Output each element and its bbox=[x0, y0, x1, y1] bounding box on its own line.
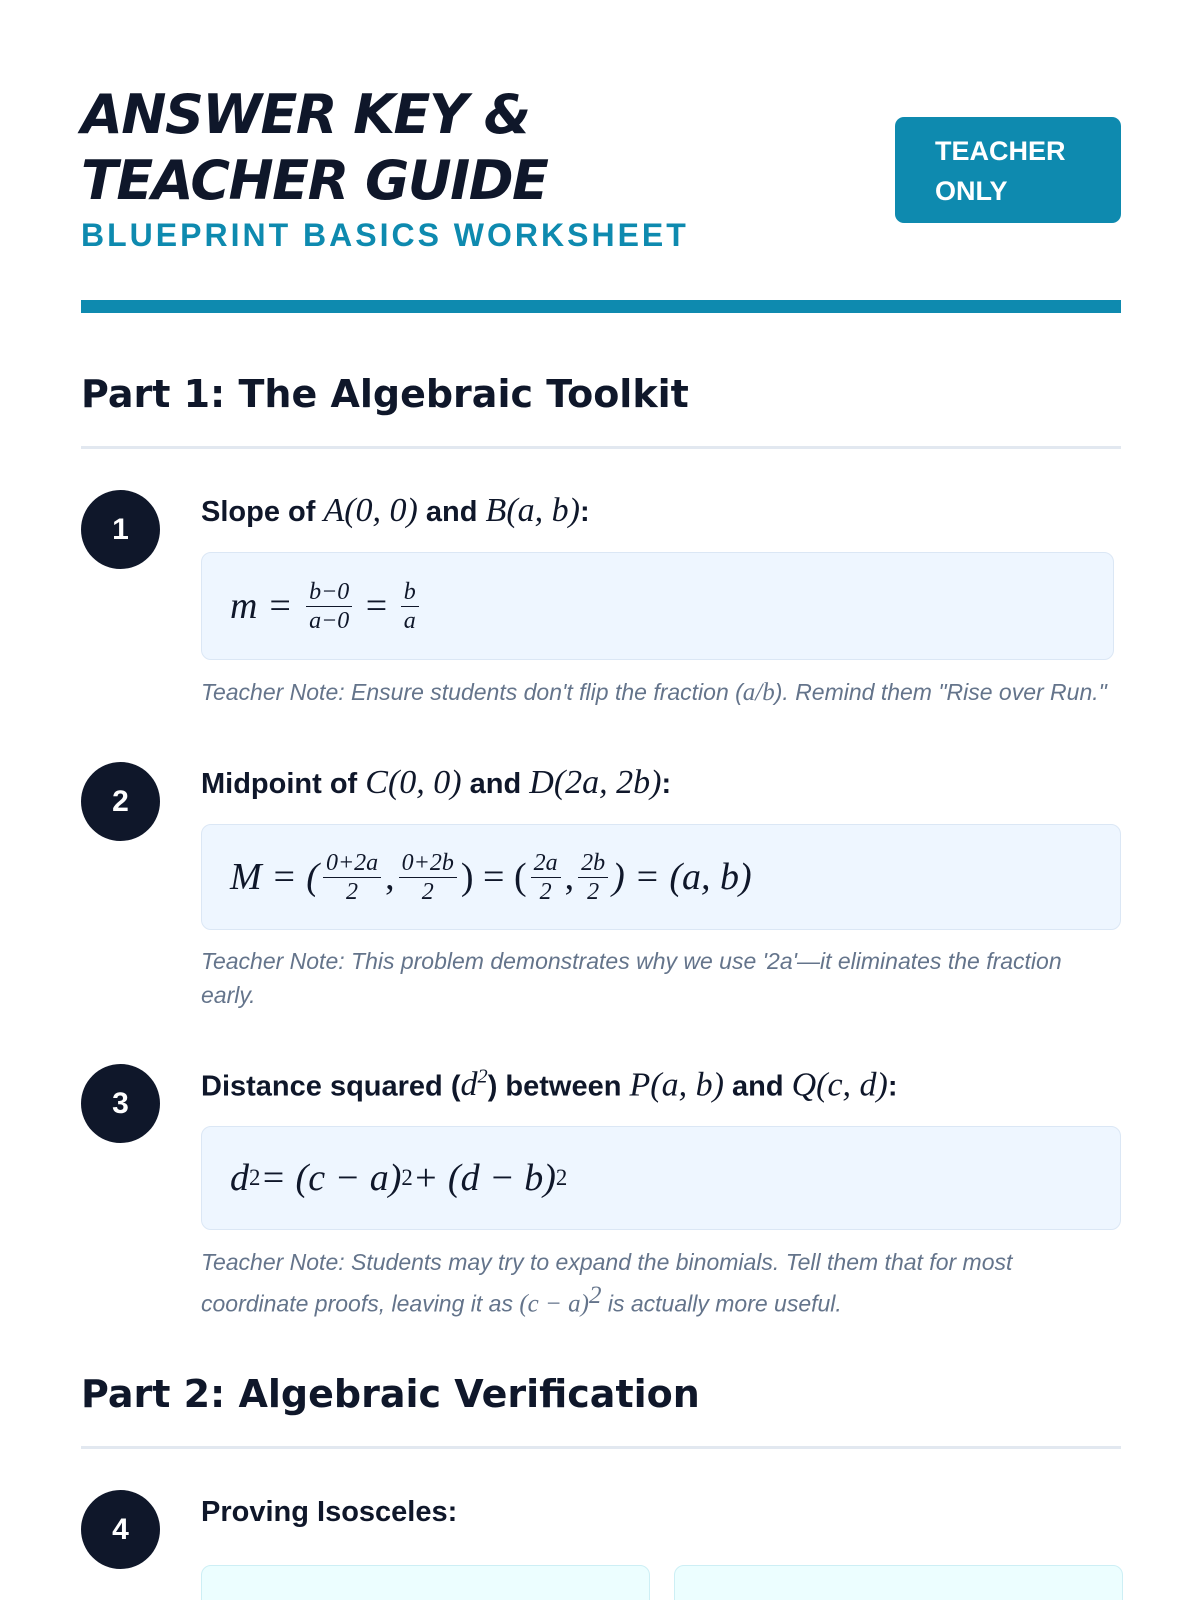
q1-prompt-text: Slope of bbox=[201, 496, 324, 528]
q2-f2-den: 2 bbox=[421, 878, 434, 905]
q2-f1-den: 2 bbox=[346, 878, 359, 905]
q2-comma-2: , bbox=[564, 856, 575, 898]
q1-f1-den: a−0 bbox=[309, 607, 350, 634]
question-4-card-right bbox=[674, 1565, 1123, 1600]
q2-prompt-text: Midpoint of bbox=[201, 768, 366, 800]
question-number-3: 3 bbox=[81, 1064, 160, 1143]
question-3-prompt bbox=[201, 1066, 898, 1104]
q2-fraction-2 bbox=[399, 849, 457, 906]
q2-f4-num: 2b bbox=[578, 849, 608, 878]
question-2-prompt bbox=[201, 764, 671, 802]
question-3-answer-box bbox=[201, 1126, 1121, 1230]
q1-f2-den: a bbox=[403, 607, 416, 634]
badge-line-1: TEACHER bbox=[935, 136, 1066, 166]
q2-f1-num: 0+2a bbox=[323, 849, 381, 878]
q3-prompt-and: and bbox=[723, 1070, 792, 1103]
q2-rhs: ) = (a, b) bbox=[612, 856, 752, 898]
q3-formula-sq-1: 2 bbox=[249, 1165, 261, 1190]
worksheet-subtitle: BLUEPRINT BASICS WORKSHEET bbox=[81, 217, 689, 253]
part2-title: Part 2: Algebraic Verification bbox=[81, 1372, 700, 1416]
q3-formula-sq-3: 2 bbox=[555, 1165, 568, 1190]
part1-divider bbox=[81, 446, 1121, 449]
q3-sq: 2 bbox=[477, 1066, 488, 1088]
question-3-teacher-note bbox=[201, 1245, 1081, 1322]
q1-point-b: B(a, b) bbox=[485, 492, 580, 529]
q3-d-squared bbox=[460, 1066, 487, 1103]
title-line-1: ANSWER KEY & bbox=[81, 83, 530, 146]
question-number-2: 2 bbox=[81, 762, 160, 841]
q3-note-math: (c − a) bbox=[519, 1290, 589, 1318]
q2-f3-den: 2 bbox=[539, 878, 552, 905]
badge-line-2: ONLY bbox=[935, 176, 1008, 206]
q3-point-q: Q(c, d) bbox=[791, 1066, 888, 1104]
q1-f2-num: b bbox=[401, 578, 419, 607]
q3-d: d bbox=[460, 1066, 478, 1104]
q1-note-a: Teacher Note: Ensure students don't flip the fraction ( bbox=[201, 679, 743, 705]
question-number-1: 1 bbox=[81, 490, 160, 569]
q1-point-a: A(0, 0) bbox=[323, 492, 418, 529]
q3-note-b: is actually more useful. bbox=[601, 1290, 842, 1317]
q3-formula-d: d bbox=[230, 1157, 249, 1199]
q2-mid: ) = ( bbox=[460, 856, 527, 898]
q3-prompt-between: ) between bbox=[487, 1070, 630, 1103]
q1-prompt-end: : bbox=[579, 496, 590, 528]
q2-prompt-end: : bbox=[661, 768, 672, 800]
q2-fraction-1 bbox=[323, 849, 381, 906]
q1-note-b: ). Remind them "Rise over Run." bbox=[774, 679, 1107, 705]
teacher-only-badge bbox=[895, 117, 1121, 223]
answer-key-page bbox=[81, 0, 1121, 1600]
q2-lhs: M = ( bbox=[230, 856, 319, 898]
q3-formula-term-2: + (d − b) bbox=[412, 1157, 556, 1199]
q1-prompt-and: and bbox=[417, 496, 486, 528]
question-number-4: 4 bbox=[81, 1490, 160, 1569]
q2-fraction-3 bbox=[531, 849, 561, 906]
q1-fraction-2 bbox=[401, 578, 419, 635]
question-1-teacher-note bbox=[201, 675, 1121, 710]
q3-formula-term-1: = (c − a) bbox=[260, 1157, 402, 1199]
q2-point-a: C(0, 0) bbox=[365, 764, 462, 801]
title-line-2: TEACHER GUIDE bbox=[81, 149, 548, 212]
q3-note-a: Teacher Note: Students may try to expand the binomials. Tell them that for most coordinate proofs, leaving it as bbox=[201, 1249, 1013, 1317]
q3-formula-sq-2: 2 bbox=[401, 1165, 413, 1190]
q3-point-p: P(a, b) bbox=[629, 1066, 724, 1104]
q3-prompt-end: : bbox=[887, 1070, 898, 1103]
q2-point-b: D(2a, 2b) bbox=[529, 764, 662, 801]
q2-comma-1: , bbox=[385, 856, 395, 898]
q1-lhs: m = bbox=[230, 585, 293, 627]
q1-f1-num: b−0 bbox=[306, 578, 352, 607]
question-2-answer-box bbox=[201, 824, 1121, 930]
question-4-card-left bbox=[201, 1565, 650, 1600]
q2-f2-num: 0+2b bbox=[399, 849, 457, 878]
q2-f4-den: 2 bbox=[587, 878, 600, 905]
q2-f3-num: 2a bbox=[531, 849, 561, 878]
part2-divider bbox=[81, 1446, 1121, 1449]
q1-note-math: a/b bbox=[742, 679, 775, 706]
question-1-answer-box bbox=[201, 552, 1114, 660]
question-4-prompt: Proving Isosceles: bbox=[201, 1496, 458, 1528]
part1-title: Part 1: The Algebraic Toolkit bbox=[81, 372, 689, 416]
header-divider bbox=[81, 300, 1121, 313]
page-title bbox=[81, 82, 547, 214]
question-1-prompt bbox=[201, 492, 590, 530]
q1-equals: = bbox=[365, 585, 388, 627]
q2-fraction-4 bbox=[578, 849, 608, 906]
q3-prompt-text: Distance squared ( bbox=[201, 1070, 461, 1103]
q1-fraction-1 bbox=[306, 578, 352, 635]
q2-prompt-and: and bbox=[461, 768, 530, 800]
q3-note-sq: 2 bbox=[588, 1282, 602, 1309]
question-2-teacher-note: Teacher Note: This problem demonstrates why we use '2a'—it eliminates the fraction early. bbox=[201, 948, 1062, 1008]
